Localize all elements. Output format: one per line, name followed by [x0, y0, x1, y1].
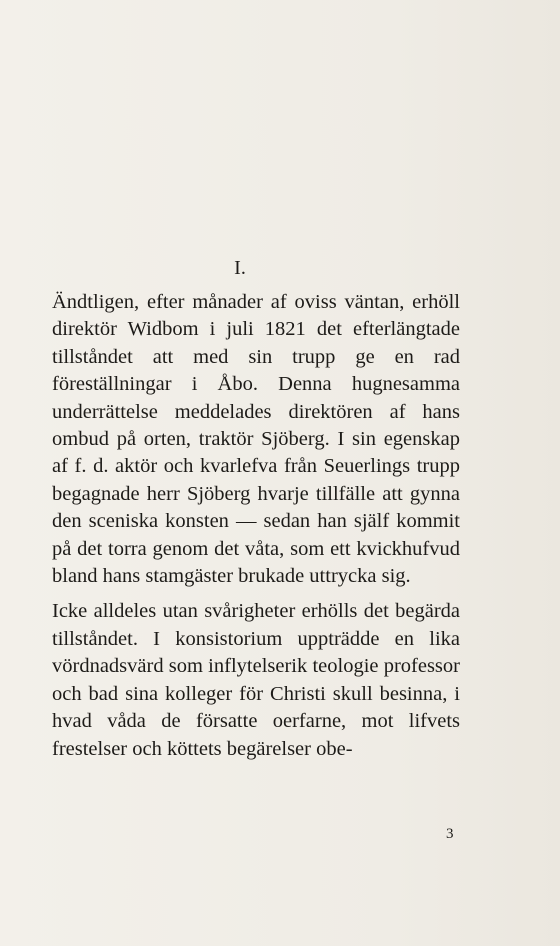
body-text [52, 289, 460, 763]
chapter-heading: I. [234, 257, 246, 279]
page-number: 3 [446, 826, 454, 842]
paragraph: Icke alldeles utan svårigheter erhölls det begärda tillståndet. I konsistorium uppträdde en lika vördnadsvärd som inflytelserik teologie professor och bad sina kolleger för Christi skull besinna, i hvad våda de försatte oerfarne, mot lifvets frestelser och köttets begärelser obe- [52, 600, 460, 760]
paragraph: Ändtligen, efter månader af oviss väntan, erhöll direktör Widbom i juli 1821 det efterlängtade tillståndet att med sin trupp ge en rad föreställningar i Åbo. Denna hugnesamma underrättelse meddelades direktören af hans ombud på orten, traktör Sjöberg. I sin egenskap af f. d. aktör och kvarlefva från Seuerlings trupp begagnade herr Sjöberg hvarje tillfälle att gynna den sceniska konsten — sedan han själf kommit på det torra genom det våta, som ett kvickhufvud bland hans stamgäster brukade uttrycka sig. [52, 291, 460, 588]
